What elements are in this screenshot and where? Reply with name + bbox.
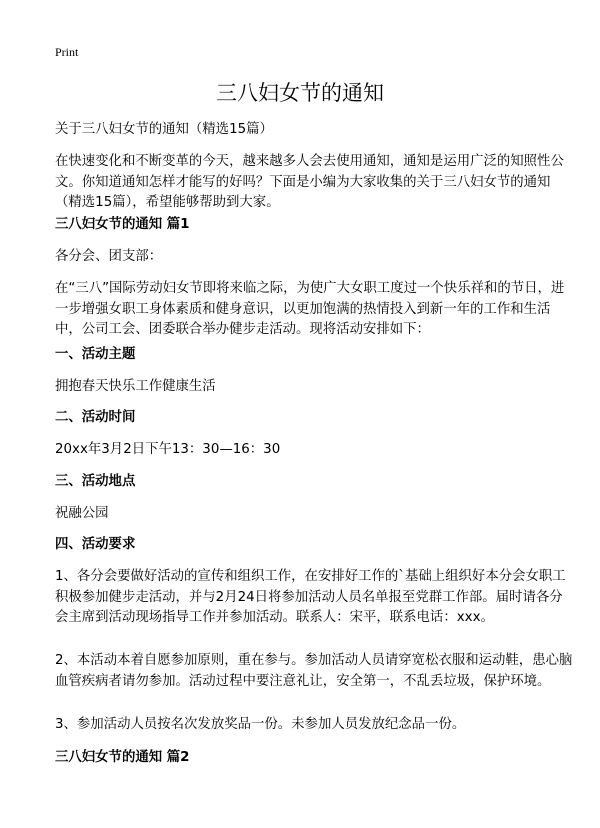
theme-heading: 一、活动主题 [55, 347, 136, 362]
section2-heading: 三八妇女节的通知 篇2 [55, 750, 190, 765]
requirement-item-1: 1、各分会要做好活动的宣传和组织工作，在安排好工作的`基础上组织好本分会女职工积极参加健步走活动，并与2月24日将参加活动人员名单报至党群工作部。届时请各分会主席到活动现场指导工作并参加活动。联系人：宋平，联系电话：xxx。 [55, 569, 566, 625]
time-text: 20xx年3月2日下午13：30—16：30 [55, 442, 281, 457]
print-link[interactable]: Print [55, 45, 79, 59]
salutation: 各分会、团支部： [55, 249, 163, 264]
requirement-item-3: 3、参加活动人员按名次发放奖品一份。未参加人员发放纪念品一份。 [55, 717, 466, 732]
intro-paragraph: 在快速变化和不断变革的今天，越来越多人会去使用通知，通知是运用广泛的知照性公文。你知道通知怎样才能写的好吗？下面是小编为大家收集的关于三八妇女节的通知（精选15篇），希望能够帮助到大家。 [55, 154, 564, 210]
place-heading: 三、活动地点 [55, 474, 136, 489]
theme-text: 拥抱春天快乐工作健康生活 [55, 379, 216, 394]
time-heading: 二、活动时间 [55, 410, 136, 425]
requirement-item-2: 2、本活动本着自愿参加原则，重在参与。参加活动人员请穿宽松衣服和运动鞋，患心脑血管疾病者请勿参加。活动过程中要注意礼让，安全第一，不乱丢垃圾，保护环境。 [55, 653, 573, 689]
requirements-heading: 四、活动要求 [55, 537, 136, 552]
place-text: 祝融公园 [55, 506, 109, 521]
section1-heading: 三八妇女节的通知 篇1 [55, 217, 190, 232]
section1-body: 在“三八”国际劳动妇女节即将来临之际，为使广大女职工度过一个快乐祥和的节日，进一步增强女职工身体素质和健身意识，以更加饱满的热情投入到新一年的工作和生活中，公司工会、团委联合举办健步走活动。现将活动安排如下： [55, 281, 565, 337]
document-title: 三八妇女节的通知 [216, 81, 384, 105]
document-subtitle: 关于三八妇女节的通知（精选15篇） [55, 122, 273, 137]
